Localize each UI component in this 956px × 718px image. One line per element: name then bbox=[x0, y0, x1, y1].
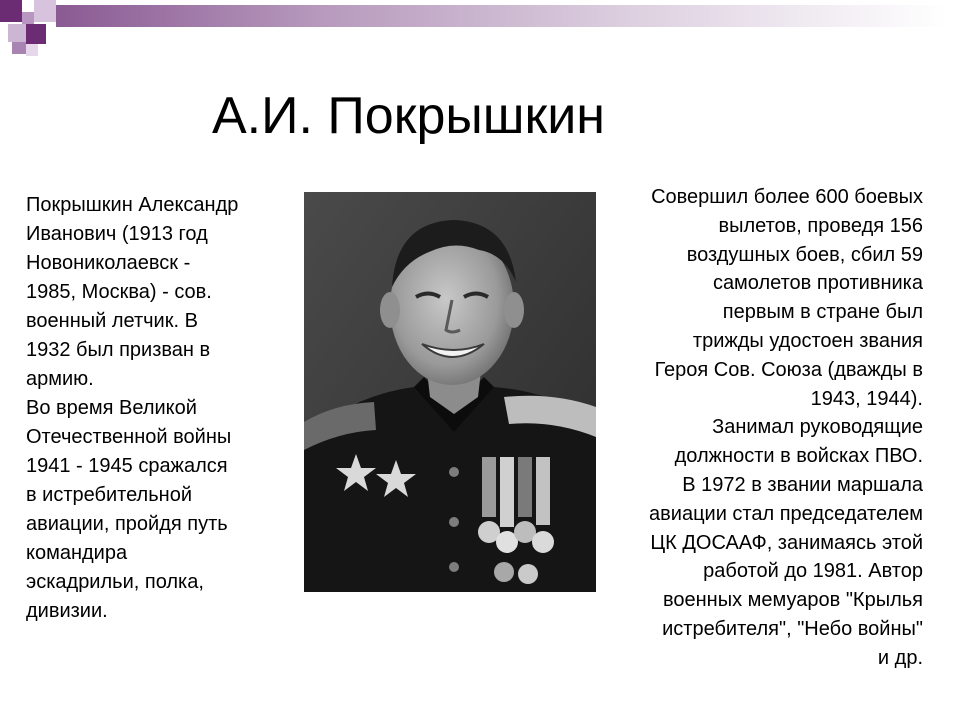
decor-square bbox=[8, 24, 26, 42]
portrait-image bbox=[304, 192, 596, 592]
decor-square bbox=[12, 42, 26, 54]
decor-square bbox=[26, 44, 38, 56]
portrait-photo bbox=[304, 192, 596, 592]
decor-square bbox=[26, 24, 46, 44]
header-gradient-bar bbox=[56, 5, 946, 27]
decor-square bbox=[0, 0, 22, 22]
biography-text-left: Покрышкин Александр Иванович (1913 год Новониколаевск - 1985, Москва) - сов. военный летчик. В 1932 был призван в армию. Во время Великой Отечественной войны 1941 - 1945 сражался в истребительной авиации, пройдя путь командира эскадрильи, полка, дивизии. bbox=[26, 194, 239, 622]
decor-square bbox=[22, 12, 34, 24]
biography-text-right: Совершил более 600 боевых вылетов, проведя 156 воздушных боев, сбил 59 самолетов противника первым в стране был трижды удостоен звания Героя Сов. Союза (дважды в 1943, 1944). Занимал руководящие должности в войсках ПВО. В 1972 в звании маршала авиации стал председателем ЦК ДОСААФ, занимаясь этой работой до 1981. Автор военных мемуаров "Крылья истребителя", "Небо войны" и др. bbox=[649, 186, 923, 669]
decor-square bbox=[34, 0, 56, 22]
slide-title: А.И. Покрышкин bbox=[212, 87, 605, 145]
